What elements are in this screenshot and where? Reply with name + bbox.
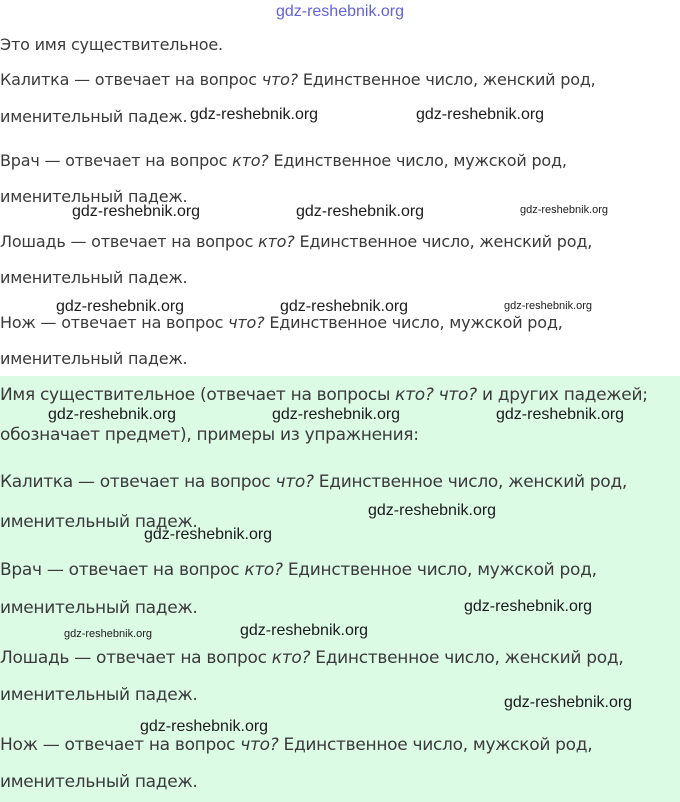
intro-text: Это имя существительное. [0,35,223,54]
s2-item-3-line-2: именительный падеж. [0,685,198,705]
s2-item-1-line-1: Калитка — отвечает на вопрос что? Единственное число, женский род, [0,472,627,492]
item-4-line-2: именительный падеж. [0,349,188,368]
watermark: gdz-reshebnik.org [140,718,269,735]
watermark: gdz-reshebnik.org [72,203,201,220]
section2-intro-line-1: Имя существительное (отвечает на вопросы кто? что? и других падежей; [0,385,648,405]
s2-item-3-line-1: Лошадь — отвечает на вопрос кто? Единственное число, женский род, [0,648,624,668]
watermark: gdz-reshebnik.org [190,106,319,123]
watermark: gdz-reshebnik.org [496,406,625,423]
watermark: gdz-reshebnik.org [48,406,177,423]
s2-item-4-line-2: именительный падеж. [0,772,198,792]
s2-item-1-line-2: именительный падеж. [0,512,198,532]
watermark: gdz-reshebnik.org [56,298,185,315]
watermark: gdz-reshebnik.org [464,598,593,615]
s2-item-2-line-2: именительный падеж. [0,598,198,618]
item-4-line-1: Нож — отвечает на вопрос что? Единственное число, мужской род, [0,313,563,332]
item-3-line-1: Лошадь — отвечает на вопрос кто? Единственное число, женский род, [0,232,593,251]
item-1-line-2: именительный падеж. [0,107,188,126]
watermark: gdz-reshebnik.org [504,300,593,312]
item-2-line-2: именительный падеж. [0,187,188,206]
s2-item-4-line-1: Нож — отвечает на вопрос что? Единственное число, мужской род, [0,735,593,755]
watermark: gdz-reshebnik.org [520,204,609,216]
watermark: gdz-reshebnik.org [280,298,409,315]
watermark: gdz-reshebnik.org [368,502,497,519]
watermark: gdz-reshebnik.org [272,406,401,423]
site-header-link[interactable]: gdz-reshebnik.org [275,3,405,20]
watermark: gdz-reshebnik.org [64,628,153,640]
item-1-line-1: Калитка — отвечает на вопрос что? Единственное число, женский род, [0,70,596,89]
watermark: gdz-reshebnik.org [296,203,425,220]
item-3-line-2: именительный падеж. [0,268,188,287]
item-2-line-1: Врач — отвечает на вопрос кто? Единственное число, мужской род, [0,151,567,170]
watermark: gdz-reshebnik.org [144,526,273,543]
watermark: gdz-reshebnik.org [504,694,633,711]
section2-intro-line-2: обозначает предмет), примеры из упражнения: [0,425,419,445]
watermark: gdz-reshebnik.org [416,106,545,123]
s2-item-2-line-1: Врач — отвечает на вопрос кто? Единственное число, мужской род, [0,560,597,580]
watermark: gdz-reshebnik.org [240,622,369,639]
